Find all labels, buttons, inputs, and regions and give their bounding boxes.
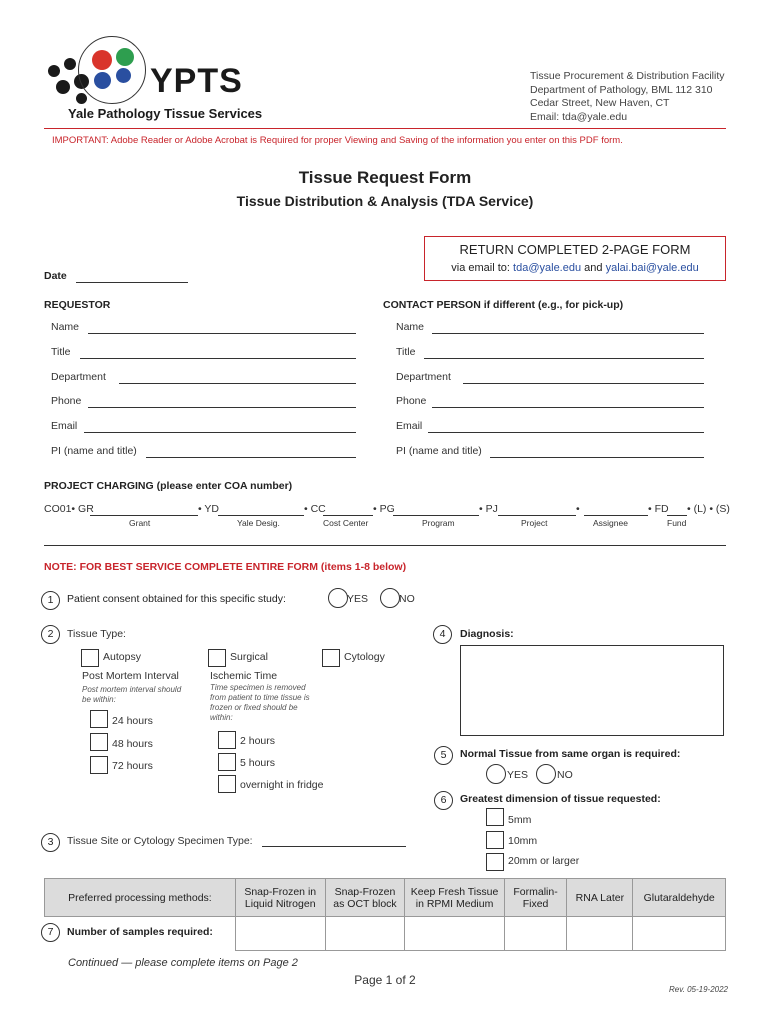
address-line: Tissue Procurement & Distribution Facility — [530, 70, 725, 82]
ischemic-2h-checkbox[interactable] — [218, 731, 236, 749]
coa-pg: • PG — [373, 503, 395, 515]
important-notice: IMPORTANT: Adobe Reader or Adobe Acrobat is Required for proper Viewing and Saving of the information you enter on this PDF form. — [52, 135, 623, 146]
samples-snap-oct[interactable] — [325, 917, 405, 951]
requestor-department-label: Department — [51, 371, 106, 383]
coa-yd: • YD — [198, 503, 219, 515]
pmi-72-checkbox[interactable] — [90, 756, 108, 774]
method-line: Fixed — [522, 897, 549, 910]
method-line: in RPMI Medium — [415, 897, 494, 910]
requestor-name-field[interactable] — [88, 333, 356, 334]
coa-prefix: CO01• GR — [44, 503, 94, 515]
requestor-phone-field[interactable] — [88, 407, 356, 408]
charging-heading: PROJECT CHARGING (please enter COA number) — [44, 480, 293, 492]
contact-heading: CONTACT PERSON if different (e.g., for pick-up) — [383, 299, 624, 311]
item-number: 5 — [434, 746, 453, 765]
contact-pi-field[interactable] — [490, 457, 704, 458]
pmi-note: Post mortem interval should be within: — [82, 685, 182, 704]
return-via: via email to: — [451, 262, 510, 274]
form-subtitle: Tissue Distribution & Analysis (TDA Service) — [236, 193, 534, 209]
method-line: as OCT block — [333, 897, 397, 910]
date-field[interactable] — [76, 282, 188, 283]
contact-title-label: Title — [396, 346, 416, 358]
contact-department-field[interactable] — [463, 383, 704, 384]
coa-sublabel: Project — [521, 518, 548, 528]
pmi-24-checkbox[interactable] — [90, 710, 108, 728]
logo-dot — [76, 93, 87, 104]
ischemic-note: Time specimen is removed from patient to time tissue is frozen or fixed should be within: — [210, 683, 310, 722]
dim-10mm-checkbox[interactable] — [486, 831, 504, 849]
coa-fd: • FD — [648, 503, 669, 515]
address-block — [530, 70, 725, 124]
ischemic-overnight-checkbox[interactable] — [218, 775, 236, 793]
contact-title-field[interactable] — [424, 358, 704, 359]
return-email-1[interactable]: tda@yale.edu — [513, 262, 582, 274]
requestor-heading: REQUESTOR — [44, 299, 111, 311]
coa-fd-field[interactable] — [667, 515, 687, 516]
coa-ls: • (L) • (S) — [687, 503, 730, 515]
form-title: Tissue Request Form — [298, 168, 472, 187]
return-title: RETURN COMPLETED 2-PAGE FORM — [459, 242, 691, 257]
item-number: 2 — [41, 625, 60, 644]
coa-sublabel: Yale Desig. — [237, 518, 280, 528]
requestor-email-field[interactable] — [84, 432, 356, 433]
method-snap-ln2 — [235, 879, 325, 917]
address-line: Email: tda@yale.edu — [530, 110, 628, 123]
dim-20mm-checkbox[interactable] — [486, 853, 504, 871]
method-line: Keep Fresh Tissue — [410, 885, 499, 898]
item-number: 7 — [41, 923, 60, 942]
address-line: Department of Pathology, BML 112 310 — [530, 83, 713, 96]
method-line: Snap-Frozen — [334, 885, 396, 898]
contact-name-label: Name — [396, 321, 425, 333]
return-box — [424, 236, 726, 281]
requestor-department-field[interactable] — [119, 383, 356, 384]
requestor-title-field[interactable] — [80, 358, 356, 359]
processing-label-cell — [45, 879, 236, 917]
dimension-label: Greatest dimension of tissue requested: — [460, 793, 661, 805]
coa-sublabel: Assignee — [593, 518, 628, 528]
samples-rna-later[interactable] — [567, 917, 633, 951]
tissue-site-field[interactable] — [262, 846, 406, 847]
brand-subtitle: Yale Pathology Tissue Services — [68, 106, 263, 121]
dim-5mm-checkbox[interactable] — [486, 808, 504, 826]
logo-dot — [78, 36, 146, 104]
method-rna-later — [567, 879, 633, 917]
section-divider — [44, 545, 726, 546]
address-line: Cedar Street, New Haven, CT — [530, 97, 670, 109]
dim-10mm-label: 10mm — [508, 835, 538, 847]
method-line: Glutaraldehyde — [643, 891, 715, 904]
cytology-checkbox[interactable] — [322, 649, 340, 667]
coa-pg-field[interactable] — [393, 515, 479, 516]
pmi-48-label: 48 hours — [112, 738, 153, 750]
coa-pj-field[interactable] — [498, 515, 576, 516]
normal-yes-label: YES — [507, 769, 529, 781]
note-text: NOTE: FOR BEST SERVICE COMPLETE ENTIRE FORM (items 1-8 below) — [44, 561, 407, 573]
method-line: Liquid Nitrogen — [244, 897, 316, 910]
requestor-phone-label: Phone — [51, 395, 82, 407]
ischemic-5h-label: 5 hours — [240, 757, 276, 769]
diagnosis-label: Diagnosis: — [460, 628, 514, 640]
samples-glutaraldehyde[interactable] — [633, 917, 726, 951]
processing-label: Preferred processing methods: — [68, 891, 212, 904]
return-line — [425, 262, 725, 274]
coa-sublabel: Fund — [667, 518, 687, 528]
coa-assignee-field[interactable] — [584, 515, 648, 516]
consent-no-radio[interactable] — [380, 588, 400, 608]
dim-5mm-label: 5mm — [508, 814, 532, 826]
date-label: Date — [44, 270, 67, 282]
requestor-pi-label: PI (name and title) — [51, 445, 137, 457]
requestor-title-label: Title — [51, 346, 71, 358]
normal-tissue-label: Normal Tissue from same organ is required: — [460, 748, 681, 760]
autopsy-checkbox[interactable] — [81, 649, 99, 667]
contact-email-label: Email — [396, 420, 423, 432]
header-divider — [44, 128, 726, 129]
ischemic-2h-label: 2 hours — [240, 735, 276, 747]
contact-department-label: Department — [396, 371, 451, 383]
item-number: 4 — [433, 625, 452, 644]
return-and: and — [584, 262, 603, 274]
pmi-heading: Post Mortem Interval — [82, 670, 179, 682]
contact-email-field[interactable] — [428, 432, 704, 433]
method-glutaraldehyde — [633, 879, 726, 917]
processing-table — [44, 878, 726, 951]
brand-name: YPTS — [150, 62, 243, 100]
logo-dot — [56, 80, 70, 94]
coa-sublabel: Cost Center — [323, 518, 369, 528]
normal-no-radio[interactable] — [536, 764, 556, 784]
samples-snap-ln2[interactable] — [235, 917, 325, 951]
requestor-pi-field[interactable] — [146, 457, 356, 458]
method-line: Formalin- — [513, 885, 558, 898]
item-number: 1 — [41, 591, 60, 610]
dim-20mm-label: 20mm or larger — [508, 855, 580, 867]
contact-phone-field[interactable] — [432, 407, 704, 408]
revision-date: Rev. 05-19-2022 — [669, 985, 728, 994]
pmi-72-label: 72 hours — [112, 760, 153, 772]
contact-phone-label: Phone — [396, 395, 427, 407]
return-email-2[interactable]: yalai.bai@yale.edu — [605, 262, 699, 274]
coa-sep: • — [576, 503, 580, 515]
requestor-email-label: Email — [51, 420, 78, 432]
logo-dot — [48, 65, 60, 77]
method-line: Snap-Frozen in — [244, 885, 317, 898]
diagnosis-field[interactable] — [460, 645, 724, 736]
logo-dot — [64, 58, 76, 70]
consent-label: Patient consent obtained for this specific study: — [67, 593, 286, 605]
samples-fresh-rpmi[interactable] — [405, 917, 504, 951]
page-number: Page 1 of 2 — [354, 973, 416, 987]
ischemic-5h-checkbox[interactable] — [218, 753, 236, 771]
coa-yd-field[interactable] — [218, 515, 304, 516]
normal-yes-radio[interactable] — [486, 764, 506, 784]
processing-header-row — [45, 879, 726, 917]
coa-sublabel: Program — [422, 518, 455, 528]
method-fresh-rpmi — [405, 879, 504, 917]
ischemic-heading: Ischemic Time — [210, 670, 278, 682]
method-snap-oct — [325, 879, 405, 917]
method-formalin — [504, 879, 567, 917]
samples-label: Number of samples required: — [67, 926, 213, 938]
coa-grant-field[interactable] — [90, 515, 198, 516]
coa-pj: • PJ — [479, 503, 498, 515]
samples-formalin[interactable] — [504, 917, 567, 951]
normal-no-label: NO — [557, 769, 573, 781]
requestor-name-label: Name — [51, 321, 80, 333]
pmi-48-checkbox[interactable] — [90, 733, 108, 751]
coa-sublabel: Grant — [129, 518, 151, 528]
ischemic-overnight-label: overnight in fridge — [240, 779, 324, 791]
surgical-label: Surgical — [230, 651, 268, 663]
consent-no-label: NO — [399, 593, 415, 605]
coa-cc-field[interactable] — [323, 515, 373, 516]
item-number: 3 — [41, 833, 60, 852]
continued-text: Continued — please complete items on Page 2 — [68, 957, 298, 969]
coa-cc: • CC — [304, 503, 326, 515]
autopsy-label: Autopsy — [103, 651, 141, 663]
contact-pi-label: PI (name and title) — [396, 445, 482, 457]
tissue-type-label: Tissue Type: — [67, 628, 126, 640]
consent-yes-radio[interactable] — [328, 588, 348, 608]
contact-name-field[interactable] — [432, 333, 704, 334]
method-line: RNA Later — [575, 891, 625, 904]
surgical-checkbox[interactable] — [208, 649, 226, 667]
cytology-label: Cytology — [344, 651, 385, 663]
item-number: 6 — [434, 791, 453, 810]
consent-yes-label: YES — [347, 593, 369, 605]
pmi-24-label: 24 hours — [112, 715, 153, 727]
tissue-site-label: Tissue Site or Cytology Specimen Type: — [67, 835, 253, 847]
